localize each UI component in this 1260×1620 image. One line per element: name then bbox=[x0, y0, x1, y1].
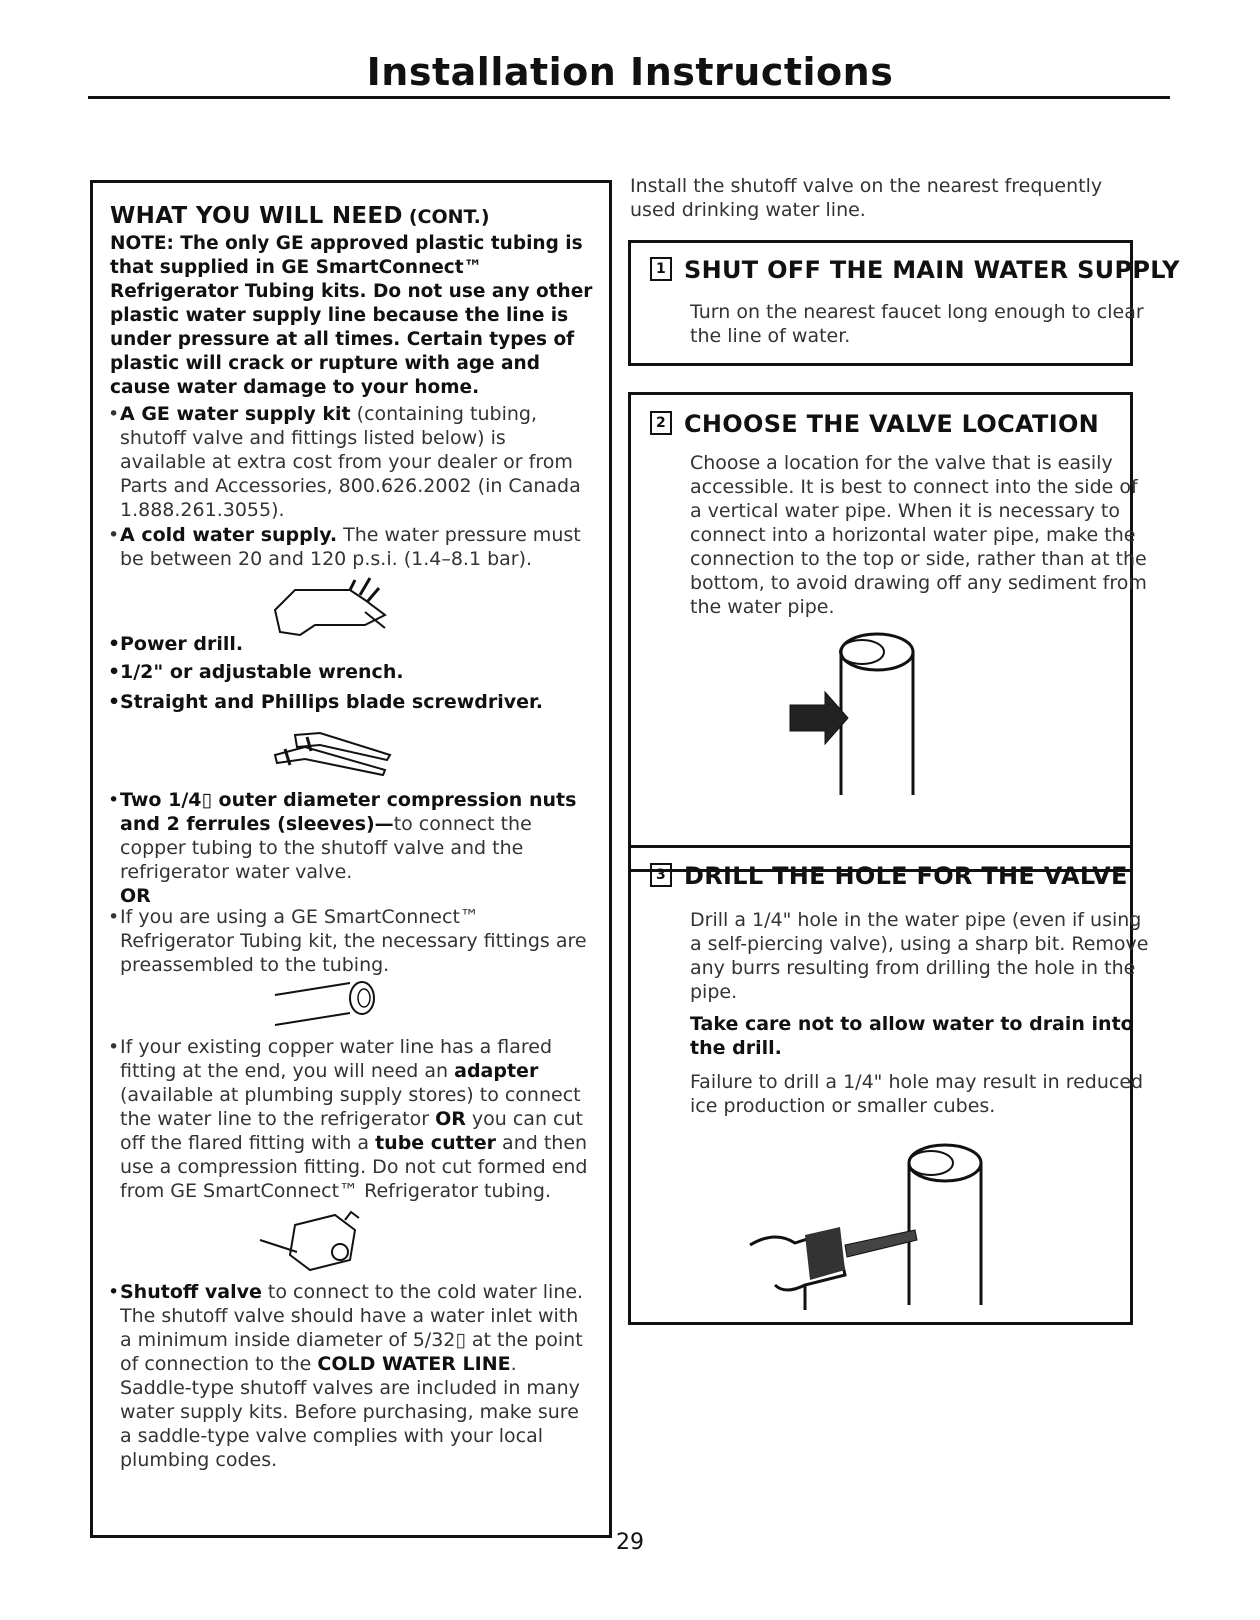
step2-heading: 2 CHOOSE THE VALVE LOCATION bbox=[650, 410, 1099, 438]
step1-heading: 1 SHUT OFF THE MAIN WATER SUPPLY bbox=[650, 256, 1180, 284]
vertical-pipe-illustration bbox=[780, 630, 930, 800]
page-number: 29 bbox=[616, 1530, 644, 1555]
step3-warning: Take care not to allow water to drain into the drill. bbox=[690, 1013, 1134, 1059]
list-item-screwdrivers: • Straight and Phillips blade screwdriver. bbox=[108, 691, 543, 713]
list-item-supply-kit: • A GE water supply kit (containing tubing, shutoff valve and fittings listed below) is available at extra cost from your dealer or from Parts and Accessories, 800.626.2002 (in Canada 1.888.261.3055). bbox=[108, 403, 581, 521]
list-item-shutoff-valve: • Shutoff valve to connect to the cold water line. The shutoff valve should have a water inlet with a minimum inside diameter of 5/32▯ at the point of connection to the COLD WATER LINE. Saddle-type shutoff valves are included in many water supply kits. Before purchasing, make sure a saddle-type valve complies with your local plumbing codes. bbox=[108, 1281, 584, 1471]
step2-text: Choose a location for the valve that is easily accessible. It is best to connect into the side of a vertical water pipe. When it is necessary to connect into a horizontal water pipe, make the connection to the top or side, rather than at the bottom, to avoid drawing off any sediment from the water pipe. bbox=[690, 452, 1147, 618]
arrow-icon bbox=[790, 692, 848, 744]
step3-text: Drill a 1/4" hole in the water pipe (even if using a self-piercing valve), using a sharp bit. Remove any burrs resulting from drilling the hole in the pipe. bbox=[690, 909, 1149, 1003]
list-item-compression-nuts: • Two 1/4▯ outer diameter compression nuts and 2 ferrules (sleeves)—to connect the copper tubing to the shutoff valve and the refrigerator water valve. OR bbox=[120, 788, 590, 908]
or-label: OR bbox=[120, 885, 151, 907]
list-item-smartconnect: • If you are using a GE SmartConnect™ Refrigerator Tubing kit, the necessary fittings are preassembled to the tubing. bbox=[108, 906, 587, 976]
title-divider bbox=[88, 96, 1170, 99]
shutoff-valve-illustration bbox=[255, 1210, 375, 1275]
screwdriver-illustration bbox=[265, 725, 405, 785]
drill-illustration bbox=[255, 570, 395, 640]
page-title: Installation Instructions bbox=[366, 50, 894, 94]
step3-text2: Failure to drill a 1/4" hole may result in reduced ice production or smaller cubes. bbox=[690, 1071, 1144, 1117]
step3-heading: 3 DRILL THE HOLE FOR THE VALVE bbox=[650, 862, 1128, 890]
step1-text: Turn on the nearest faucet long enough to clear the line of water. bbox=[690, 301, 1144, 347]
list-item-power-drill: • Power drill. bbox=[108, 633, 244, 655]
drill-pipe-illustration bbox=[745, 1135, 1005, 1310]
list-item-wrench: • 1/2" or adjustable wrench. bbox=[108, 661, 404, 683]
left-heading: WHAT YOU WILL NEED (CONT.) bbox=[110, 203, 490, 229]
list-item-flared-fitting: • If your existing copper water line has a flared fitting at the end, you will need an adapter (available at plumbing supply stores) to connect the water line to the refrigerator OR you can cut off the flared fitting with a tube cutter and then use a compression fitting. Do not cut formed end from GE SmartConnect™ Refrigerator tubing. bbox=[108, 1036, 588, 1202]
tubing-illustration bbox=[270, 975, 390, 1030]
list-item-cold-water: • A cold water supply. The water pressure must be between 20 and 120 p.s.i. (1.4–8.1 bar). bbox=[108, 524, 581, 570]
intro-text: Install the shutoff valve on the nearest frequently used drinking water line. bbox=[630, 175, 1103, 221]
tubing-note: NOTE: The only GE approved plastic tubing is that supplied in GE SmartConnect™ Refrigerator Tubing kits. Do not use any other plastic water supply line because the line is under pressure at all times. Certain types of plastic will crack or rupture with age and cause water damage to your home. bbox=[110, 233, 593, 398]
